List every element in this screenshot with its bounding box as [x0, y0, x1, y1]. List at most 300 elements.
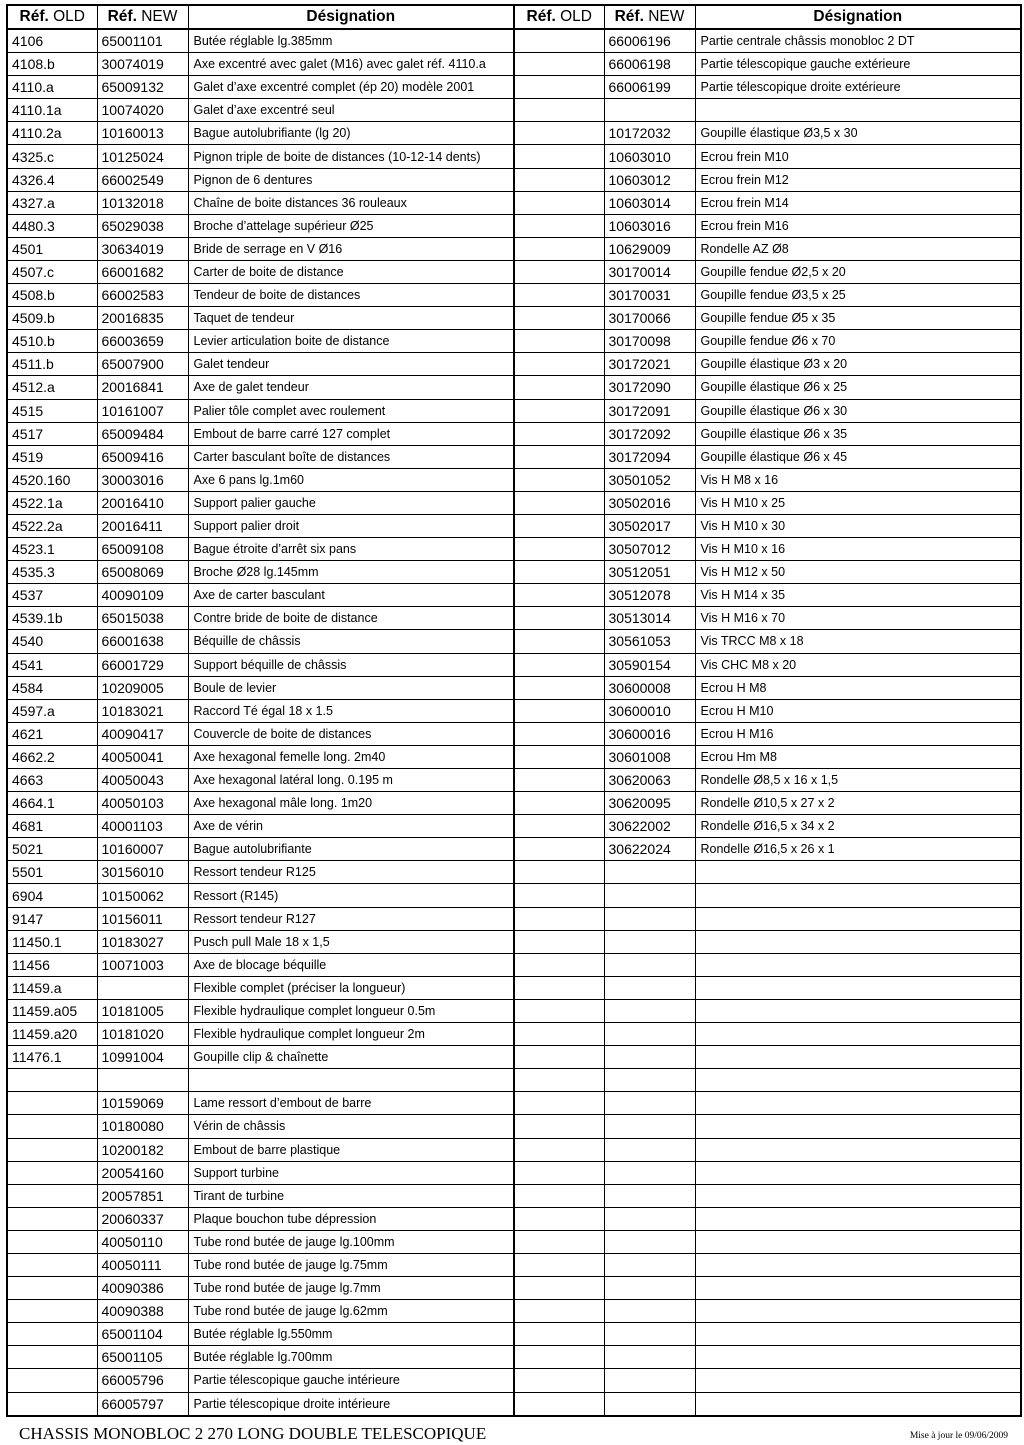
designation-cell: Ecrou frein M14	[695, 191, 1021, 214]
ref-new-cell: 40090417	[97, 722, 188, 745]
ref-new-cell: 20054160	[97, 1161, 188, 1184]
ref-old-cell	[514, 769, 604, 792]
designation-cell: Flexible hydraulique complet longueur 0.5m	[188, 999, 514, 1022]
ref-old-cell	[514, 861, 604, 884]
ref-old-cell	[514, 445, 604, 468]
ref-new-cell: 65007900	[97, 353, 188, 376]
designation-cell: Broche d’attelage supérieur Ø25	[188, 214, 514, 237]
designation-cell: Béquille de châssis	[188, 630, 514, 653]
designation-cell: Bague autolubrifiante	[188, 838, 514, 861]
table-row	[7, 145, 1021, 168]
ref-old-cell	[514, 1092, 604, 1115]
ref-new-cell: 66005797	[97, 1392, 188, 1416]
ref-old-cell	[514, 1230, 604, 1253]
designation-cell: Flexible complet (préciser la longueur)	[188, 976, 514, 999]
table-row	[7, 1069, 1021, 1092]
ref-new-cell: 10603010	[604, 145, 695, 168]
ref-old-cell	[514, 1046, 604, 1069]
designation-cell: Rondelle Ø8,5 x 16 x 1,5	[695, 769, 1021, 792]
ref-new-cell	[604, 976, 695, 999]
ref-new-cell: 30170066	[604, 307, 695, 330]
designation-cell: Vis H M8 x 16	[695, 468, 1021, 491]
designation-cell: Rondelle AZ Ø8	[695, 237, 1021, 260]
ref-old-cell: 4327.a	[7, 191, 97, 214]
designation-cell: Axe excentré avec galet (M16) avec galet réf. 4110.a	[188, 53, 514, 76]
designation-cell: Butée réglable lg.700mm	[188, 1346, 514, 1369]
designation-cell	[695, 861, 1021, 884]
ref-old-cell	[514, 468, 604, 491]
ref-old-cell	[7, 1346, 97, 1369]
ref-old-cell	[514, 584, 604, 607]
ref-old-cell: 4510.b	[7, 330, 97, 353]
ref-new-cell: 10629009	[604, 237, 695, 260]
designation-cell: Pignon de 6 dentures	[188, 168, 514, 191]
designation-cell: Ecrou H M16	[695, 722, 1021, 745]
ref-new-cell: 20016835	[97, 307, 188, 330]
designation-cell: Ressort tendeur R125	[188, 861, 514, 884]
document-title: CHASSIS MONOBLOC 2 270 LONG DOUBLE TELESCOPIQUE	[19, 1424, 487, 1443]
designation-cell	[695, 907, 1021, 930]
ref-old-cell	[7, 1230, 97, 1253]
designation-cell: Partie télescopique droite intérieure	[188, 1392, 514, 1416]
designation-cell: Galet d’axe excentré complet (ép 20) modèle 2001	[188, 76, 514, 99]
ref-old-cell: 4621	[7, 722, 97, 745]
designation-cell	[695, 884, 1021, 907]
ref-old-cell	[514, 214, 604, 237]
ref-new-cell	[604, 999, 695, 1022]
ref-new-cell: 30634019	[97, 237, 188, 260]
ref-new-cell: 30620095	[604, 792, 695, 815]
ref-old-cell	[7, 1161, 97, 1184]
ref-old-cell	[514, 815, 604, 838]
ref-old-cell	[514, 976, 604, 999]
designation-cell: Goupille clip & chaînette	[188, 1046, 514, 1069]
ref-old-cell: 4110.2a	[7, 122, 97, 145]
ref-new-cell: 66001682	[97, 260, 188, 283]
ref-old-cell: 4507.c	[7, 260, 97, 283]
table-row	[7, 630, 1021, 653]
ref-old-cell: 4325.c	[7, 145, 97, 168]
ref-new-cell	[604, 1138, 695, 1161]
ref-old-cell: 4540	[7, 630, 97, 653]
ref-new-cell: 10200182	[97, 1138, 188, 1161]
ref-old-cell: 11459.a05	[7, 999, 97, 1022]
ref-new-cell: 65009484	[97, 422, 188, 445]
table-row	[7, 1277, 1021, 1300]
parts-table	[6, 4, 1022, 1417]
designation-cell: Ressort (R145)	[188, 884, 514, 907]
ref-old-cell	[7, 1115, 97, 1138]
designation-cell: Goupille élastique Ø6 x 25	[695, 376, 1021, 399]
table-row	[7, 1300, 1021, 1323]
ref-new-cell	[604, 1161, 695, 1184]
designation-cell	[695, 999, 1021, 1022]
ref-new-cell	[604, 930, 695, 953]
ref-new-cell	[604, 1323, 695, 1346]
ref-new-cell: 40050041	[97, 745, 188, 768]
ref-new-cell: 10160013	[97, 122, 188, 145]
ref-old-cell	[514, 1346, 604, 1369]
ref-new-cell: 30074019	[97, 53, 188, 76]
ref-old-cell: 5501	[7, 861, 97, 884]
designation-cell: Goupille fendue Ø5 x 35	[695, 307, 1021, 330]
ref-old-cell	[7, 1300, 97, 1323]
ref-new-cell: 30600016	[604, 722, 695, 745]
table-row	[7, 353, 1021, 376]
ref-old-cell	[514, 1184, 604, 1207]
table-row	[7, 1323, 1021, 1346]
designation-cell: Partie télescopique gauche extérieure	[695, 53, 1021, 76]
table-row	[7, 1346, 1021, 1369]
ref-new-cell: 30003016	[97, 468, 188, 491]
ref-old-cell	[7, 1392, 97, 1416]
ref-old-cell: 6904	[7, 884, 97, 907]
ref-new-cell: 30512078	[604, 584, 695, 607]
ref-new-cell: 30622024	[604, 838, 695, 861]
ref-old-cell	[514, 29, 604, 53]
table-row	[7, 191, 1021, 214]
table-row	[7, 1138, 1021, 1161]
designation-cell: Bague étroite d’arrêt six pans	[188, 538, 514, 561]
ref-new-cell	[97, 976, 188, 999]
ref-new-cell	[604, 1023, 695, 1046]
designation-cell: Axe de galet tendeur	[188, 376, 514, 399]
ref-old-cell: 4110.1a	[7, 99, 97, 122]
ref-old-cell: 4480.3	[7, 214, 97, 237]
designation-cell	[695, 1392, 1021, 1416]
ref-old-cell	[514, 630, 604, 653]
designation-cell: Vis H M12 x 50	[695, 561, 1021, 584]
designation-cell: Embout de barre carré 127 complet	[188, 422, 514, 445]
ref-new-cell	[604, 1092, 695, 1115]
designation-cell: Couvercle de boite de distances	[188, 722, 514, 745]
designation-cell: Axe de blocage béquille	[188, 953, 514, 976]
ref-new-cell: 30172021	[604, 353, 695, 376]
designation-cell: Flexible hydraulique complet longueur 2m	[188, 1023, 514, 1046]
ref-new-cell: 10125024	[97, 145, 188, 168]
ref-old-cell	[514, 191, 604, 214]
ref-new-cell: 66002583	[97, 284, 188, 307]
ref-old-cell: 4537	[7, 584, 97, 607]
ref-old-cell	[514, 1300, 604, 1323]
table-row	[7, 1207, 1021, 1230]
ref-new-cell: 30170031	[604, 284, 695, 307]
ref-old-cell	[514, 1392, 604, 1416]
designation-cell: Pusch pull Male 18 x 1,5	[188, 930, 514, 953]
ref-old-cell	[514, 607, 604, 630]
ref-old-cell: 4664.1	[7, 792, 97, 815]
ref-new-cell: 30561053	[604, 630, 695, 653]
ref-new-cell	[97, 1069, 188, 1092]
ref-new-cell: 30172091	[604, 399, 695, 422]
ref-new-cell: 20060337	[97, 1207, 188, 1230]
designation-cell: Partie centrale châssis monobloc 2 DT	[695, 29, 1021, 53]
ref-old-cell	[514, 307, 604, 330]
ref-new-cell	[604, 1346, 695, 1369]
ref-old-cell: 11456	[7, 953, 97, 976]
designation-cell: Carter de boite de distance	[188, 260, 514, 283]
table-row	[7, 29, 1021, 53]
designation-cell: Partie télescopique gauche intérieure	[188, 1369, 514, 1392]
ref-old-cell	[514, 145, 604, 168]
ref-old-cell: 4511.b	[7, 353, 97, 376]
designation-cell	[695, 1369, 1021, 1392]
designation-cell	[695, 1046, 1021, 1069]
table-row	[7, 1392, 1021, 1416]
ref-new-cell: 40050043	[97, 769, 188, 792]
ref-new-cell	[604, 907, 695, 930]
designation-cell: Ecrou frein M12	[695, 168, 1021, 191]
table-row	[7, 214, 1021, 237]
ref-new-cell: 30590154	[604, 653, 695, 676]
header-ref-new: Réf. NEW	[604, 5, 695, 29]
ref-new-cell	[604, 1115, 695, 1138]
ref-new-cell: 30601008	[604, 745, 695, 768]
ref-new-cell: 10160007	[97, 838, 188, 861]
ref-old-cell: 4541	[7, 653, 97, 676]
table-row	[7, 260, 1021, 283]
ref-old-cell: 4108.b	[7, 53, 97, 76]
ref-old-cell: 4515	[7, 399, 97, 422]
header-ref-old: Réf. OLD	[514, 5, 604, 29]
ref-old-cell	[514, 953, 604, 976]
ref-new-cell: 66002549	[97, 168, 188, 191]
ref-new-cell: 65009108	[97, 538, 188, 561]
table-row	[7, 99, 1021, 122]
designation-cell	[695, 953, 1021, 976]
ref-old-cell	[514, 838, 604, 861]
ref-new-cell: 30620063	[604, 769, 695, 792]
ref-old-cell	[514, 538, 604, 561]
ref-old-cell	[7, 1207, 97, 1230]
ref-new-cell: 65015038	[97, 607, 188, 630]
ref-old-cell	[514, 792, 604, 815]
ref-new-cell: 65001104	[97, 1323, 188, 1346]
ref-new-cell: 30622002	[604, 815, 695, 838]
ref-new-cell: 10156011	[97, 907, 188, 930]
ref-new-cell: 10074020	[97, 99, 188, 122]
ref-old-cell: 4520.160	[7, 468, 97, 491]
table-row	[7, 561, 1021, 584]
table-row	[7, 792, 1021, 815]
table-row	[7, 168, 1021, 191]
ref-old-cell	[514, 1115, 604, 1138]
table-row	[7, 422, 1021, 445]
designation-cell: Support palier gauche	[188, 491, 514, 514]
ref-old-cell	[514, 1207, 604, 1230]
ref-old-cell: 4522.2a	[7, 514, 97, 537]
ref-old-cell	[514, 1277, 604, 1300]
ref-new-cell: 10603012	[604, 168, 695, 191]
designation-cell: Levier articulation boite de distance	[188, 330, 514, 353]
designation-cell	[695, 1207, 1021, 1230]
ref-old-cell	[514, 376, 604, 399]
ref-old-cell: 11459.a	[7, 976, 97, 999]
designation-cell: Vis H M16 x 70	[695, 607, 1021, 630]
ref-old-cell	[514, 399, 604, 422]
ref-old-cell: 11459.a20	[7, 1023, 97, 1046]
designation-cell: Taquet de tendeur	[188, 307, 514, 330]
ref-new-cell: 65001101	[97, 29, 188, 53]
designation-cell: Bride de serrage en V Ø16	[188, 237, 514, 260]
ref-old-cell	[514, 699, 604, 722]
ref-new-cell: 66006196	[604, 29, 695, 53]
ref-old-cell: 4106	[7, 29, 97, 53]
designation-cell: Ecrou H M8	[695, 676, 1021, 699]
ref-new-cell: 40001103	[97, 815, 188, 838]
table-row	[7, 1161, 1021, 1184]
designation-cell: Tirant de turbine	[188, 1184, 514, 1207]
ref-old-cell	[514, 676, 604, 699]
table-row	[7, 445, 1021, 468]
designation-cell: Vis H M10 x 25	[695, 491, 1021, 514]
designation-cell: Ecrou frein M16	[695, 214, 1021, 237]
ref-old-cell: 4509.b	[7, 307, 97, 330]
ref-new-cell: 30600010	[604, 699, 695, 722]
ref-old-cell	[514, 1323, 604, 1346]
ref-new-cell	[604, 1300, 695, 1323]
ref-old-cell: 4663	[7, 769, 97, 792]
ref-old-cell	[514, 999, 604, 1022]
ref-old-cell	[514, 561, 604, 584]
designation-cell: Carter basculant boîte de distances	[188, 445, 514, 468]
designation-cell: Vis H M14 x 35	[695, 584, 1021, 607]
ref-old-cell	[514, 260, 604, 283]
table-row	[7, 284, 1021, 307]
table-row	[7, 237, 1021, 260]
designation-cell: Tube rond butée de jauge lg.100mm	[188, 1230, 514, 1253]
designation-cell: Tube rond butée de jauge lg.75mm	[188, 1253, 514, 1276]
ref-new-cell: 30600008	[604, 676, 695, 699]
ref-new-cell: 30502017	[604, 514, 695, 537]
ref-old-cell	[514, 76, 604, 99]
ref-old-cell	[514, 1069, 604, 1092]
ref-old-cell: 4522.1a	[7, 491, 97, 514]
designation-cell: Goupille élastique Ø3 x 20	[695, 353, 1021, 376]
ref-new-cell: 30172092	[604, 422, 695, 445]
table-row	[7, 607, 1021, 630]
ref-new-cell: 10181020	[97, 1023, 188, 1046]
table-row	[7, 330, 1021, 353]
designation-cell: Support béquille de châssis	[188, 653, 514, 676]
table-row	[7, 514, 1021, 537]
ref-old-cell	[514, 353, 604, 376]
designation-cell: Rondelle Ø10,5 x 27 x 2	[695, 792, 1021, 815]
ref-old-cell: 4584	[7, 676, 97, 699]
ref-old-cell	[7, 1369, 97, 1392]
ref-old-cell	[514, 284, 604, 307]
header-designation: Désignation	[695, 5, 1021, 29]
table-row	[7, 307, 1021, 330]
ref-new-cell	[604, 1392, 695, 1416]
ref-new-cell: 66001729	[97, 653, 188, 676]
ref-new-cell	[604, 99, 695, 122]
designation-cell: Tendeur de boite de distances	[188, 284, 514, 307]
header-ref-old: Réf. OLD	[7, 5, 97, 29]
designation-cell: Butée réglable lg.550mm	[188, 1323, 514, 1346]
designation-cell	[695, 1253, 1021, 1276]
ref-old-cell	[514, 514, 604, 537]
ref-new-cell: 30512051	[604, 561, 695, 584]
ref-new-cell	[604, 861, 695, 884]
designation-cell: Axe hexagonal latéral long. 0.195 m	[188, 769, 514, 792]
table-row	[7, 1115, 1021, 1138]
designation-cell	[695, 976, 1021, 999]
ref-old-cell	[7, 1138, 97, 1161]
ref-new-cell: 20016410	[97, 491, 188, 514]
designation-cell: Partie télescopique droite extérieure	[695, 76, 1021, 99]
designation-cell: Goupille élastique Ø6 x 30	[695, 399, 1021, 422]
table-row	[7, 491, 1021, 514]
designation-cell: Axe hexagonal mâle long. 1m20	[188, 792, 514, 815]
designation-cell	[695, 1277, 1021, 1300]
ref-old-cell	[514, 1253, 604, 1276]
designation-cell: Galet d’axe excentré seul	[188, 99, 514, 122]
ref-new-cell	[604, 1369, 695, 1392]
ref-old-cell	[514, 122, 604, 145]
designation-cell	[695, 1069, 1021, 1092]
designation-cell: Vis CHC M8 x 20	[695, 653, 1021, 676]
ref-new-cell: 20016411	[97, 514, 188, 537]
table-row	[7, 1230, 1021, 1253]
ref-new-cell	[604, 1184, 695, 1207]
table-row	[7, 976, 1021, 999]
ref-old-cell: 4110.a	[7, 76, 97, 99]
designation-cell	[695, 1161, 1021, 1184]
ref-new-cell: 66006199	[604, 76, 695, 99]
designation-cell	[695, 1092, 1021, 1115]
ref-old-cell: 5021	[7, 838, 97, 861]
header-row	[7, 5, 1021, 29]
table-row	[7, 930, 1021, 953]
table-row	[7, 907, 1021, 930]
designation-cell: Axe hexagonal femelle long. 2m40	[188, 745, 514, 768]
designation-cell	[188, 1069, 514, 1092]
ref-old-cell	[514, 237, 604, 260]
designation-cell: Goupille élastique Ø6 x 45	[695, 445, 1021, 468]
table-row	[7, 1369, 1021, 1392]
ref-old-cell: 4681	[7, 815, 97, 838]
ref-new-cell: 10132018	[97, 191, 188, 214]
table-row	[7, 999, 1021, 1022]
designation-cell	[695, 1184, 1021, 1207]
ref-new-cell	[604, 884, 695, 907]
ref-new-cell: 20057851	[97, 1184, 188, 1207]
ref-old-cell	[7, 1069, 97, 1092]
designation-cell	[695, 1115, 1021, 1138]
ref-old-cell	[514, 884, 604, 907]
table-row	[7, 953, 1021, 976]
designation-cell	[695, 1323, 1021, 1346]
designation-cell	[695, 1300, 1021, 1323]
ref-new-cell: 40050111	[97, 1253, 188, 1276]
ref-new-cell: 30156010	[97, 861, 188, 884]
ref-old-cell	[514, 1023, 604, 1046]
ref-new-cell: 10183027	[97, 930, 188, 953]
ref-old-cell	[514, 907, 604, 930]
update-date: Mise à jour le 09/06/2009	[909, 1431, 1008, 1441]
ref-old-cell	[514, 491, 604, 514]
table-row	[7, 1092, 1021, 1115]
designation-cell: Support turbine	[188, 1161, 514, 1184]
ref-new-cell: 10209005	[97, 676, 188, 699]
table-row	[7, 769, 1021, 792]
ref-new-cell: 10071003	[97, 953, 188, 976]
designation-cell: Vis H M10 x 30	[695, 514, 1021, 537]
table-row	[7, 676, 1021, 699]
ref-new-cell: 10180080	[97, 1115, 188, 1138]
table-row	[7, 376, 1021, 399]
